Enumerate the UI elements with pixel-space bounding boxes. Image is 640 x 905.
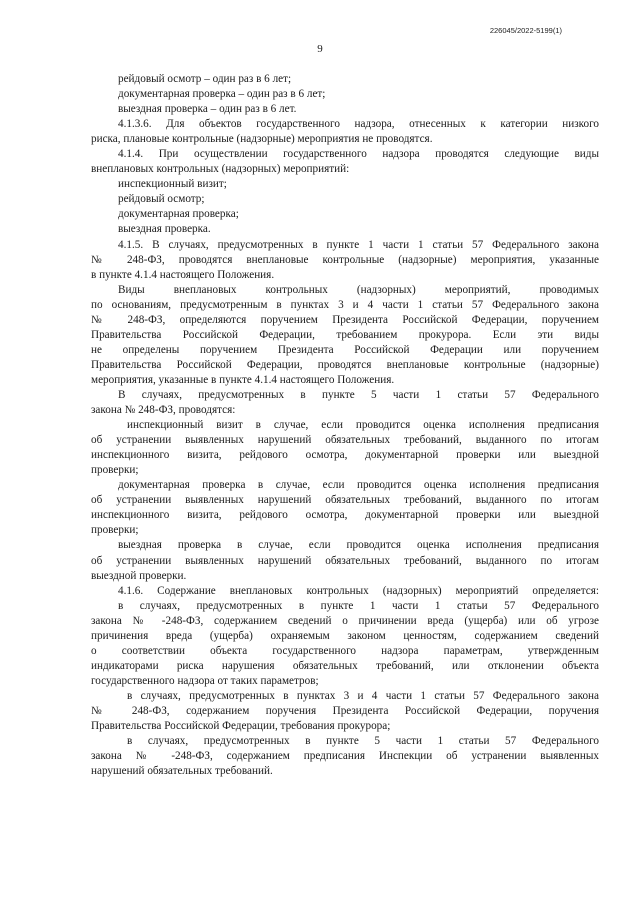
text-line: по основаниям, предусмотренным в пунктах 3 и 4 части 1 статьи 57 Федерального закона bbox=[91, 298, 599, 311]
text-line: закона № -248-ФЗ, содержанием сведений о причинении вреда (ущерба) или об угрозе bbox=[91, 614, 599, 627]
text-line: нарушений обязательных требований. bbox=[91, 765, 273, 778]
text-line: 4.1.5. В случаях, предусмотренных в пункте 1 части 1 статьи 57 Федерального закона bbox=[118, 238, 599, 251]
text-line: причинения вреда (ущерба) охраняемым законом ценностям, содержанием сведений bbox=[91, 629, 599, 642]
text-line: рейдовый осмотр – один раз в 6 лет; bbox=[118, 73, 292, 85]
text-line: документарная проверка – один раз в 6 лет; bbox=[118, 88, 326, 101]
text-line: о соответствии объекта государственного надзора параметрам, утвержденным bbox=[91, 644, 599, 657]
text-line: выездная проверка – один раз в 6 лет. bbox=[118, 103, 297, 116]
document-registration-number: 226045/2022-5199(1) bbox=[489, 26, 562, 35]
text-line: Правительства Российской Федерации, требования прокурора; bbox=[91, 720, 391, 733]
text-line: об устранении выявленных нарушений обязательных требований, выданного по итогам bbox=[91, 434, 599, 447]
text-line: выездная проверка. bbox=[118, 223, 211, 236]
text-line: № 248-ФЗ, содержанием поручения Президента Российской Федерации, поручения bbox=[91, 704, 599, 717]
text-line: риска, плановые контрольные (надзорные) мероприятия не проводятся. bbox=[91, 133, 433, 146]
text-line: индикаторами риска нарушения обязательных требований, или отклонении объекта bbox=[91, 659, 599, 672]
text-line: проверки; bbox=[91, 464, 139, 477]
text-line: закона № 248-ФЗ, проводятся: bbox=[91, 404, 236, 417]
text-line: 4.1.6. Содержание внеплановых контрольных (надзорных) мероприятий определяется: bbox=[118, 584, 599, 597]
text-line: в пункте 4.1.4 настоящего Положения. bbox=[91, 268, 275, 281]
text-line: об устранении выявленных нарушений обязательных требований, выданного по итогам bbox=[91, 554, 599, 567]
text-line: № 248-ФЗ, проводятся внеплановые контрольные (надзорные) мероприятия, указанные bbox=[91, 253, 599, 266]
text-line: в случаях, предусмотренных в пункте 5 части 1 статьи 57 Федерального bbox=[127, 735, 599, 748]
text-line: Правительства Российской Федерации, требованием прокурора. Если эти виды bbox=[91, 328, 599, 341]
text-line: документарная проверка; bbox=[118, 208, 239, 221]
text-line: инспекционного визита, рейдового осмотра, документарной проверки или выездной bbox=[91, 509, 599, 522]
text-line: рейдовый осмотр; bbox=[118, 193, 205, 206]
text-line: не определены поручением Президента Российской Федерации или поручением bbox=[91, 343, 599, 356]
text-line: мероприятия, указанные в пункте 4.1.4 настоящего Положения. bbox=[91, 373, 395, 386]
text-line: об устранении выявленных нарушений обязательных требований, выданного по итогам bbox=[91, 494, 599, 507]
text-line: 4.1.3.6. Для объектов государственного надзора, отнесенных к категории низкого bbox=[118, 118, 599, 131]
text-line: инспекционного визита, рейдового осмотра, документарной проверки или выездной bbox=[91, 449, 599, 462]
document-body bbox=[91, 72, 599, 779]
text-line: Правительства Российской Федерации, проводятся внеплановые контрольные (надзорные) bbox=[91, 358, 599, 371]
text-line: в случаях, предусмотренных в пунктах 3 и 4 части 1 статьи 57 Федерального закона bbox=[127, 689, 599, 702]
text-line: документарная проверка в случае, если проводится оценка исполнения предписания bbox=[118, 479, 599, 492]
text-line: закона № -248-ФЗ, содержанием предписания Инспекции об устранении выявленных bbox=[91, 750, 599, 763]
text-line: Виды внеплановых контрольных (надзорных) мероприятий, проводимых bbox=[118, 283, 599, 296]
text-line: В случаях, предусмотренных в пункте 5 части 1 статьи 57 Федерального bbox=[118, 388, 599, 401]
text-line: проверки; bbox=[91, 524, 139, 537]
text-line: инспекционный визит; bbox=[118, 178, 227, 191]
page-number: 9 bbox=[317, 43, 323, 55]
text-line: выездной проверки. bbox=[91, 569, 187, 582]
text-line: выездная проверка в случае, если проводится оценка исполнения предписания bbox=[118, 539, 599, 552]
text-line: государственного надзора от таких параметров; bbox=[91, 674, 319, 687]
text-line: внеплановых контрольных (надзорных) мероприятий: bbox=[91, 163, 350, 176]
text-line: 4.1.4. При осуществлении государственного надзора проводятся следующие виды bbox=[118, 148, 599, 161]
text-line: № 248-ФЗ, определяются поручением Президента Российской Федерации, поручением bbox=[91, 313, 599, 326]
text-line: в случаях, предусмотренных в пункте 1 части 1 статьи 57 Федерального bbox=[118, 599, 599, 612]
text-line: инспекционный визит в случае, если проводится оценка исполнения предписания bbox=[127, 419, 599, 432]
